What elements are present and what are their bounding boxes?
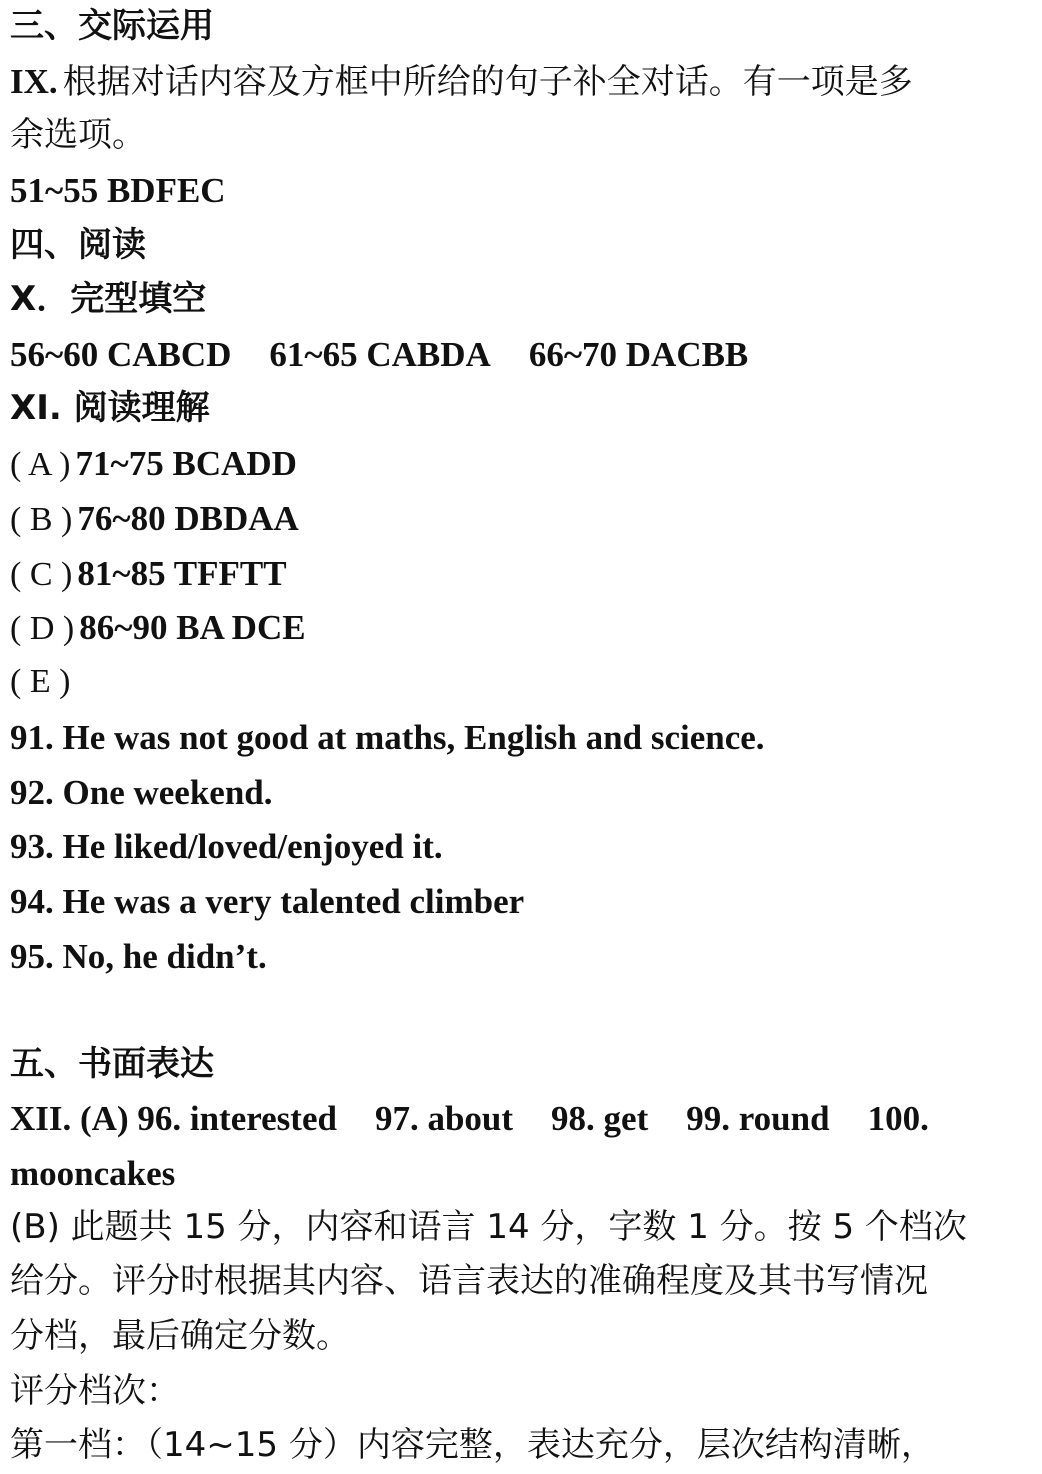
- answer-98: 98. get: [551, 1099, 649, 1138]
- grading-level-1: 第一档：（14~15 分）内容完整，表达充分，层次结构清晰，: [10, 1425, 935, 1465]
- section-9-number: IX.: [10, 62, 58, 101]
- reading-b-row: [10, 501, 299, 537]
- reading-c-answers: 81~85 TFFTT: [77, 554, 287, 593]
- grading-levels-title: 评分档次：: [10, 1371, 180, 1411]
- reading-d-answers: 86~90 BA DCE: [79, 608, 306, 647]
- section-12-a-answers-row: [10, 1101, 929, 1136]
- section-12-a-lead: XII. (A) 96. interested: [10, 1099, 337, 1138]
- reading-e-label: ( E ): [10, 663, 71, 700]
- section-9-instruction-line-2: 余选项。: [10, 115, 146, 155]
- section-12-b-line-3: 分档，最后确定分数。: [10, 1316, 350, 1356]
- reading-d-label: ( D ): [10, 610, 75, 647]
- section-12-b-line-2: 给分。评分时根据其内容、语言表达的准确程度及其书写情况: [10, 1261, 928, 1301]
- answer-92: 92. One weekend.: [10, 773, 273, 812]
- section-9-answers: 51~55 BDFEC: [10, 171, 226, 210]
- section-12-b-line-1: (B) 此题共 15 分，内容和语言 14 分，字数 1 分。按 5 个档次: [10, 1207, 967, 1247]
- section-4-title: 四、阅读: [10, 225, 146, 265]
- reading-c-row: [10, 556, 287, 592]
- reading-b-answers: 76~80 DBDAA: [77, 499, 299, 538]
- section-10-answer-group-2: 61~65 CABDA: [269, 335, 491, 374]
- answer-94: 94. He was a very talented climber: [10, 882, 525, 921]
- section-10-answers-row: [10, 337, 748, 372]
- answer-100-text: mooncakes: [10, 1154, 176, 1193]
- answer-97: 97. about: [374, 1099, 514, 1138]
- reading-d-row: [10, 610, 306, 646]
- answer-93: 93. He liked/loved/enjoyed it.: [10, 827, 443, 866]
- reading-c-label: ( C ): [10, 556, 73, 593]
- answer-100-number: 100.: [867, 1099, 929, 1138]
- reading-b-label: ( B ): [10, 501, 73, 538]
- reading-a-answers: 71~75 BCADD: [75, 444, 297, 483]
- answer-99: 99. round: [686, 1099, 830, 1138]
- section-5-title: 五、书面表达: [10, 1044, 214, 1084]
- section-11-title: XI. 阅读理解: [10, 388, 210, 428]
- section-3-title: 三、交际运用: [10, 6, 214, 46]
- reading-a-row: [10, 446, 297, 482]
- section-9-instruction-line-1: [10, 62, 913, 102]
- answer-95: 95. No, he didn’t.: [10, 937, 267, 976]
- answer-91: 91. He was not good at maths, English and science.: [10, 718, 765, 757]
- section-10-title: X．完型填空: [10, 279, 207, 319]
- section-9-instruction: 根据对话内容及方框中所给的句子补全对话。有一项是多: [62, 62, 913, 102]
- section-10-answer-group-3: 66~70 DACBB: [528, 335, 749, 374]
- reading-a-label: ( A ): [10, 446, 71, 483]
- section-10-answer-group-1: 56~60 CABCD: [10, 335, 232, 374]
